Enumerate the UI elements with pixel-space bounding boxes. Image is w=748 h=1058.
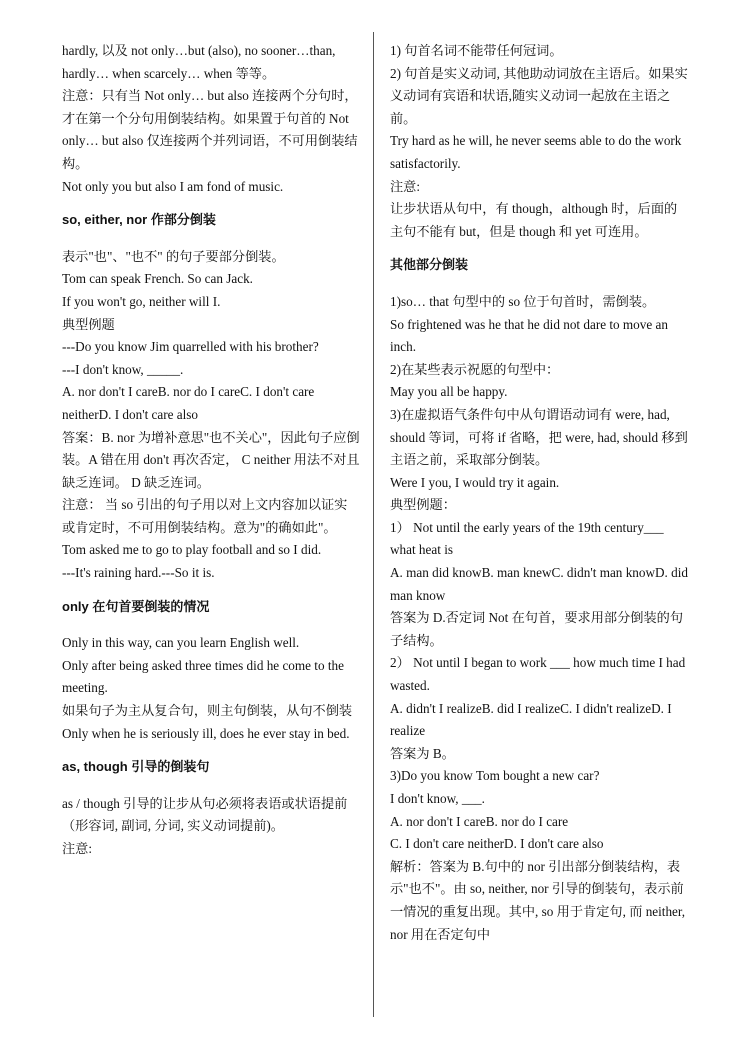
intro-text: hardly, 以及 not only…but (also), no sooner…than, hardly… when scarcely… when 等等。 [62, 43, 336, 81]
heading-as-though: as, though 引导的倒装句 [62, 759, 210, 775]
column-divider [373, 32, 374, 1017]
heading-other-inversion: 其他部分倒装 [390, 257, 469, 273]
only-example-3: Only when he is seriously ill, does he ever stay in bed. [62, 725, 350, 741]
as-though-note-label: 注意: [62, 841, 93, 856]
other-rule-3: 3)在虚拟语气条件句中从句谓语动词有 were, had, should 等词，可将 if 省略，把 were, had, should 移到主语之前，采取部分倒装。 [390, 406, 688, 468]
exercise-3-options-c: C. I don't care neitherD. I don't care also [390, 836, 604, 852]
note-label: 注意: [390, 178, 421, 194]
other-rule-2-example: May you all be happy. [390, 384, 508, 400]
note-so-confirm: 注意： 当 so 引出的句子用以对上文内容加以证实或肯定时，不可用倒装结构。意为"的确如此"。 [62, 497, 348, 535]
example-not-only: Not only you but also I am fond of music. [62, 178, 284, 194]
so-description: 表示"也"、"也不" 的句子要部分倒装。 [62, 248, 285, 264]
note-though: 让步状语从句中，有 though，although 时，后面的主句不能有 but，但是 though 和 yet 可连用。 [390, 201, 678, 239]
exercise-2: 2） Not until I began to work ___ how much time I had wasted. [390, 655, 686, 694]
exercise-3-analysis: 解析：答案为 B.句中的 nor 引出部分倒装结构，表示"也不"。由 so, neither, nor 引导的倒装句，表示前一情况的重复出现。其中, so 用于肯定句, 而 neither, nor 用在否定句中 [390, 858, 686, 942]
heading-only-inversion: only 在句首要倒装的情况 [62, 598, 210, 614]
question-line-2: ---I don't know, _____. [62, 361, 184, 377]
exercise-2-answer: 答案为 B。 [390, 745, 455, 761]
question-answer: 答案：B. nor 为增补意思"也不关心"，因此句子应倒装。A 错在用 don't 再次否定， C neither 用法不对且缺乏连词。 D 缺乏连词。 [62, 429, 360, 490]
rule-example: Try hard as he will, he never seems able to do the work satisfactorily. [390, 133, 682, 171]
other-rule-2: 2)在某些表示祝愿的句型中： [390, 361, 560, 377]
heading-so-either-nor: so, either, nor 作部分倒装 [62, 212, 216, 228]
other-rule-1-example: So frightened was he that he did not dare to move an inch. [390, 316, 668, 355]
only-rule: 如果句子为主从复合句，则主句倒装，从句不倒装 [62, 703, 353, 719]
so-example-2: If you won't go, neither will I. [62, 293, 221, 309]
so-example-1: Tom can speak French. So can Jack. [62, 271, 253, 287]
question-line-1: ---Do you know Jim quarrelled with his brother? [62, 339, 319, 355]
other-rule-3-example: Were I you, I would try it again. [390, 474, 560, 490]
question-options: A. nor don't I careB. nor do I careC. I don't care neitherD. I don't care also [62, 384, 315, 422]
only-example-2: Only after being asked three times did he come to the meeting. [62, 657, 344, 696]
left-column [62, 40, 360, 861]
as-though-description: as / though 引导的让步从句必须将表语或状语提前 （形容词, 副词, 分词, 实义动词提前)。 [62, 795, 348, 834]
note-so-example-1: Tom asked me to go to play football and so I did. [62, 542, 322, 558]
typical-examples-label: 典型例题 [62, 316, 115, 332]
exercise-1-answer: 答案为 D.否定词 Not 在句首，要求用部分倒装的句子结构。 [390, 610, 684, 648]
exercise-3-blank: I don't know, ___. [390, 791, 485, 806]
note-so-example-2: ---It's raining hard.---So it is. [62, 565, 215, 581]
rule-1: 1) 句首名词不能带任何冠词。 [390, 43, 563, 58]
exercise-1: 1） Not until the early years of the 19th century___ what heat is [390, 519, 664, 558]
other-rule-1: 1)so… that 句型中的 so 位于句首时，需倒装。 [390, 293, 656, 309]
exercise-3-options-a: A. nor don't I careB. nor do I care [390, 813, 569, 829]
rule-2: 2) 句首是实义动词, 其他助动词放在主语后。如果实义动词有宾语和状语,随实义动词一起放在主语之前。 [390, 65, 688, 126]
exercise-1-options: A. man did knowB. man knewC. didn't man knowD. did man know [390, 565, 688, 603]
right-column [390, 40, 688, 946]
only-example-1: Only in this way, can you learn English well. [62, 635, 300, 651]
note-not-only: 注意：只有当 Not only… but also 连接两个分句时，才在第一个分句用倒装结构。如果置于句首的 Not only… but also 仅连接两个并列词语，不可用倒装结构。 [62, 88, 358, 171]
exercise-2-options: A. didn't I realizeB. did I realizeC. I didn't realizeD. I realize [390, 700, 672, 739]
exercise-3: 3)Do you know Tom bought a new car? [390, 768, 600, 784]
typical-examples-label-right: 典型例题： [390, 497, 456, 513]
